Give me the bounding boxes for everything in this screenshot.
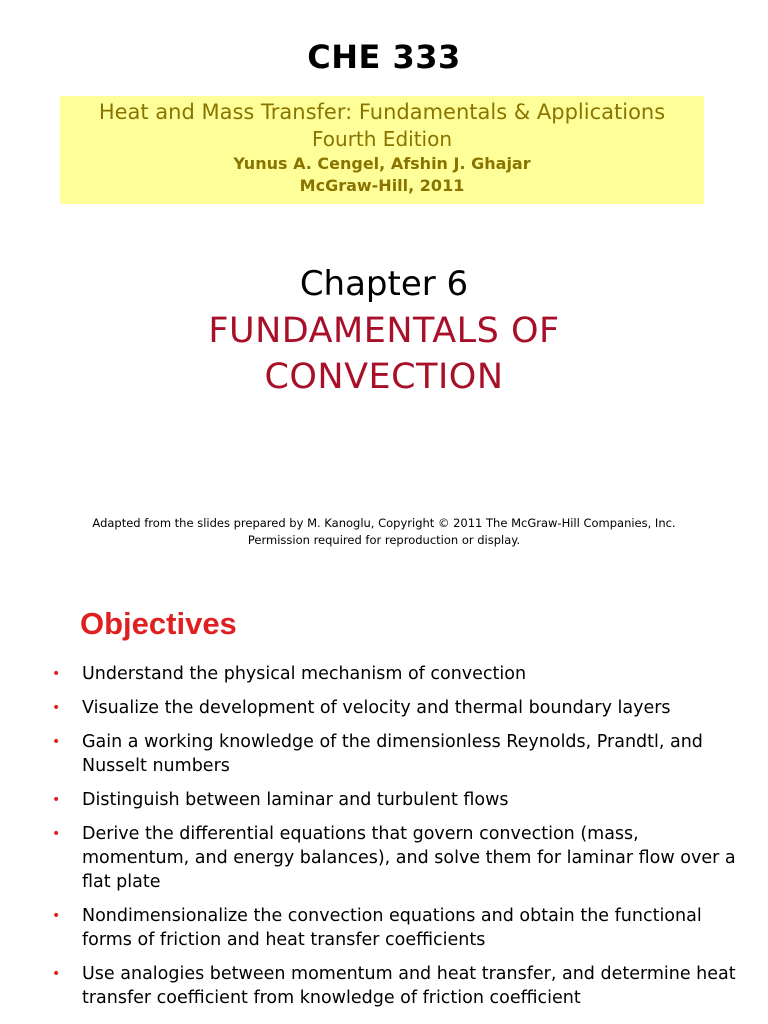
book-info-box xyxy=(60,96,704,204)
objective-item xyxy=(50,730,750,778)
objective-item xyxy=(50,696,750,720)
copyright-notice xyxy=(0,515,768,549)
objective-text: Gain a working knowledge of the dimensionless Reynolds, Prandtl, and Nusselt numbers xyxy=(82,732,703,776)
objective-item xyxy=(50,788,750,812)
book-authors: Yunus A. Cengel, Afshin J. Ghajar xyxy=(233,154,531,173)
chapter-title-line2: CONVECTION xyxy=(264,357,504,397)
objective-text: Use analogies between momentum and heat transfer, and determine heat transfer coefficient from knowledge of friction coefficient xyxy=(82,964,736,1008)
chapter-title-line1: FUNDAMENTALS OF xyxy=(208,311,560,351)
objective-item xyxy=(50,662,750,686)
copyright-line1: Adapted from the slides prepared by M. Kanoglu, Copyright © 2011 The McGraw-Hill Companies, Inc. xyxy=(92,516,676,530)
objective-item xyxy=(50,904,750,952)
book-edition: Fourth Edition xyxy=(312,127,452,151)
course-code: CHE 333 xyxy=(307,38,461,76)
bullet-icon: • xyxy=(52,666,61,682)
objective-text: Derive the differential equations that govern convection (mass, momentum, and energy balances), and solve them for laminar flow over a flat plate xyxy=(82,824,736,892)
objective-text: Understand the physical mechanism of convection xyxy=(82,664,527,684)
objective-text: Visualize the development of velocity and thermal boundary layers xyxy=(82,698,671,718)
book-publisher: McGraw-Hill, 2011 xyxy=(299,176,465,195)
bullet-icon: • xyxy=(52,966,61,982)
objective-text: Nondimensionalize the convection equations and obtain the functional forms of friction and heat transfer coefficients xyxy=(82,906,702,950)
chapter-label: Chapter 6 xyxy=(299,264,469,304)
book-title: Heat and Mass Transfer: Fundamentals & Applications xyxy=(98,100,666,124)
objective-item xyxy=(50,822,750,894)
objectives-list xyxy=(50,662,750,1020)
objective-item xyxy=(50,962,750,1010)
bullet-icon: • xyxy=(52,700,61,716)
bullet-icon: • xyxy=(52,908,61,924)
bullet-icon: • xyxy=(52,826,61,842)
copyright-line2: Permission required for reproduction or display. xyxy=(247,533,521,547)
bullet-icon: • xyxy=(52,792,61,808)
objectives-heading: Objectives xyxy=(80,606,237,641)
objective-text: Distinguish between laminar and turbulent flows xyxy=(82,790,509,810)
chapter-title xyxy=(0,308,768,400)
bullet-icon: • xyxy=(52,734,61,750)
